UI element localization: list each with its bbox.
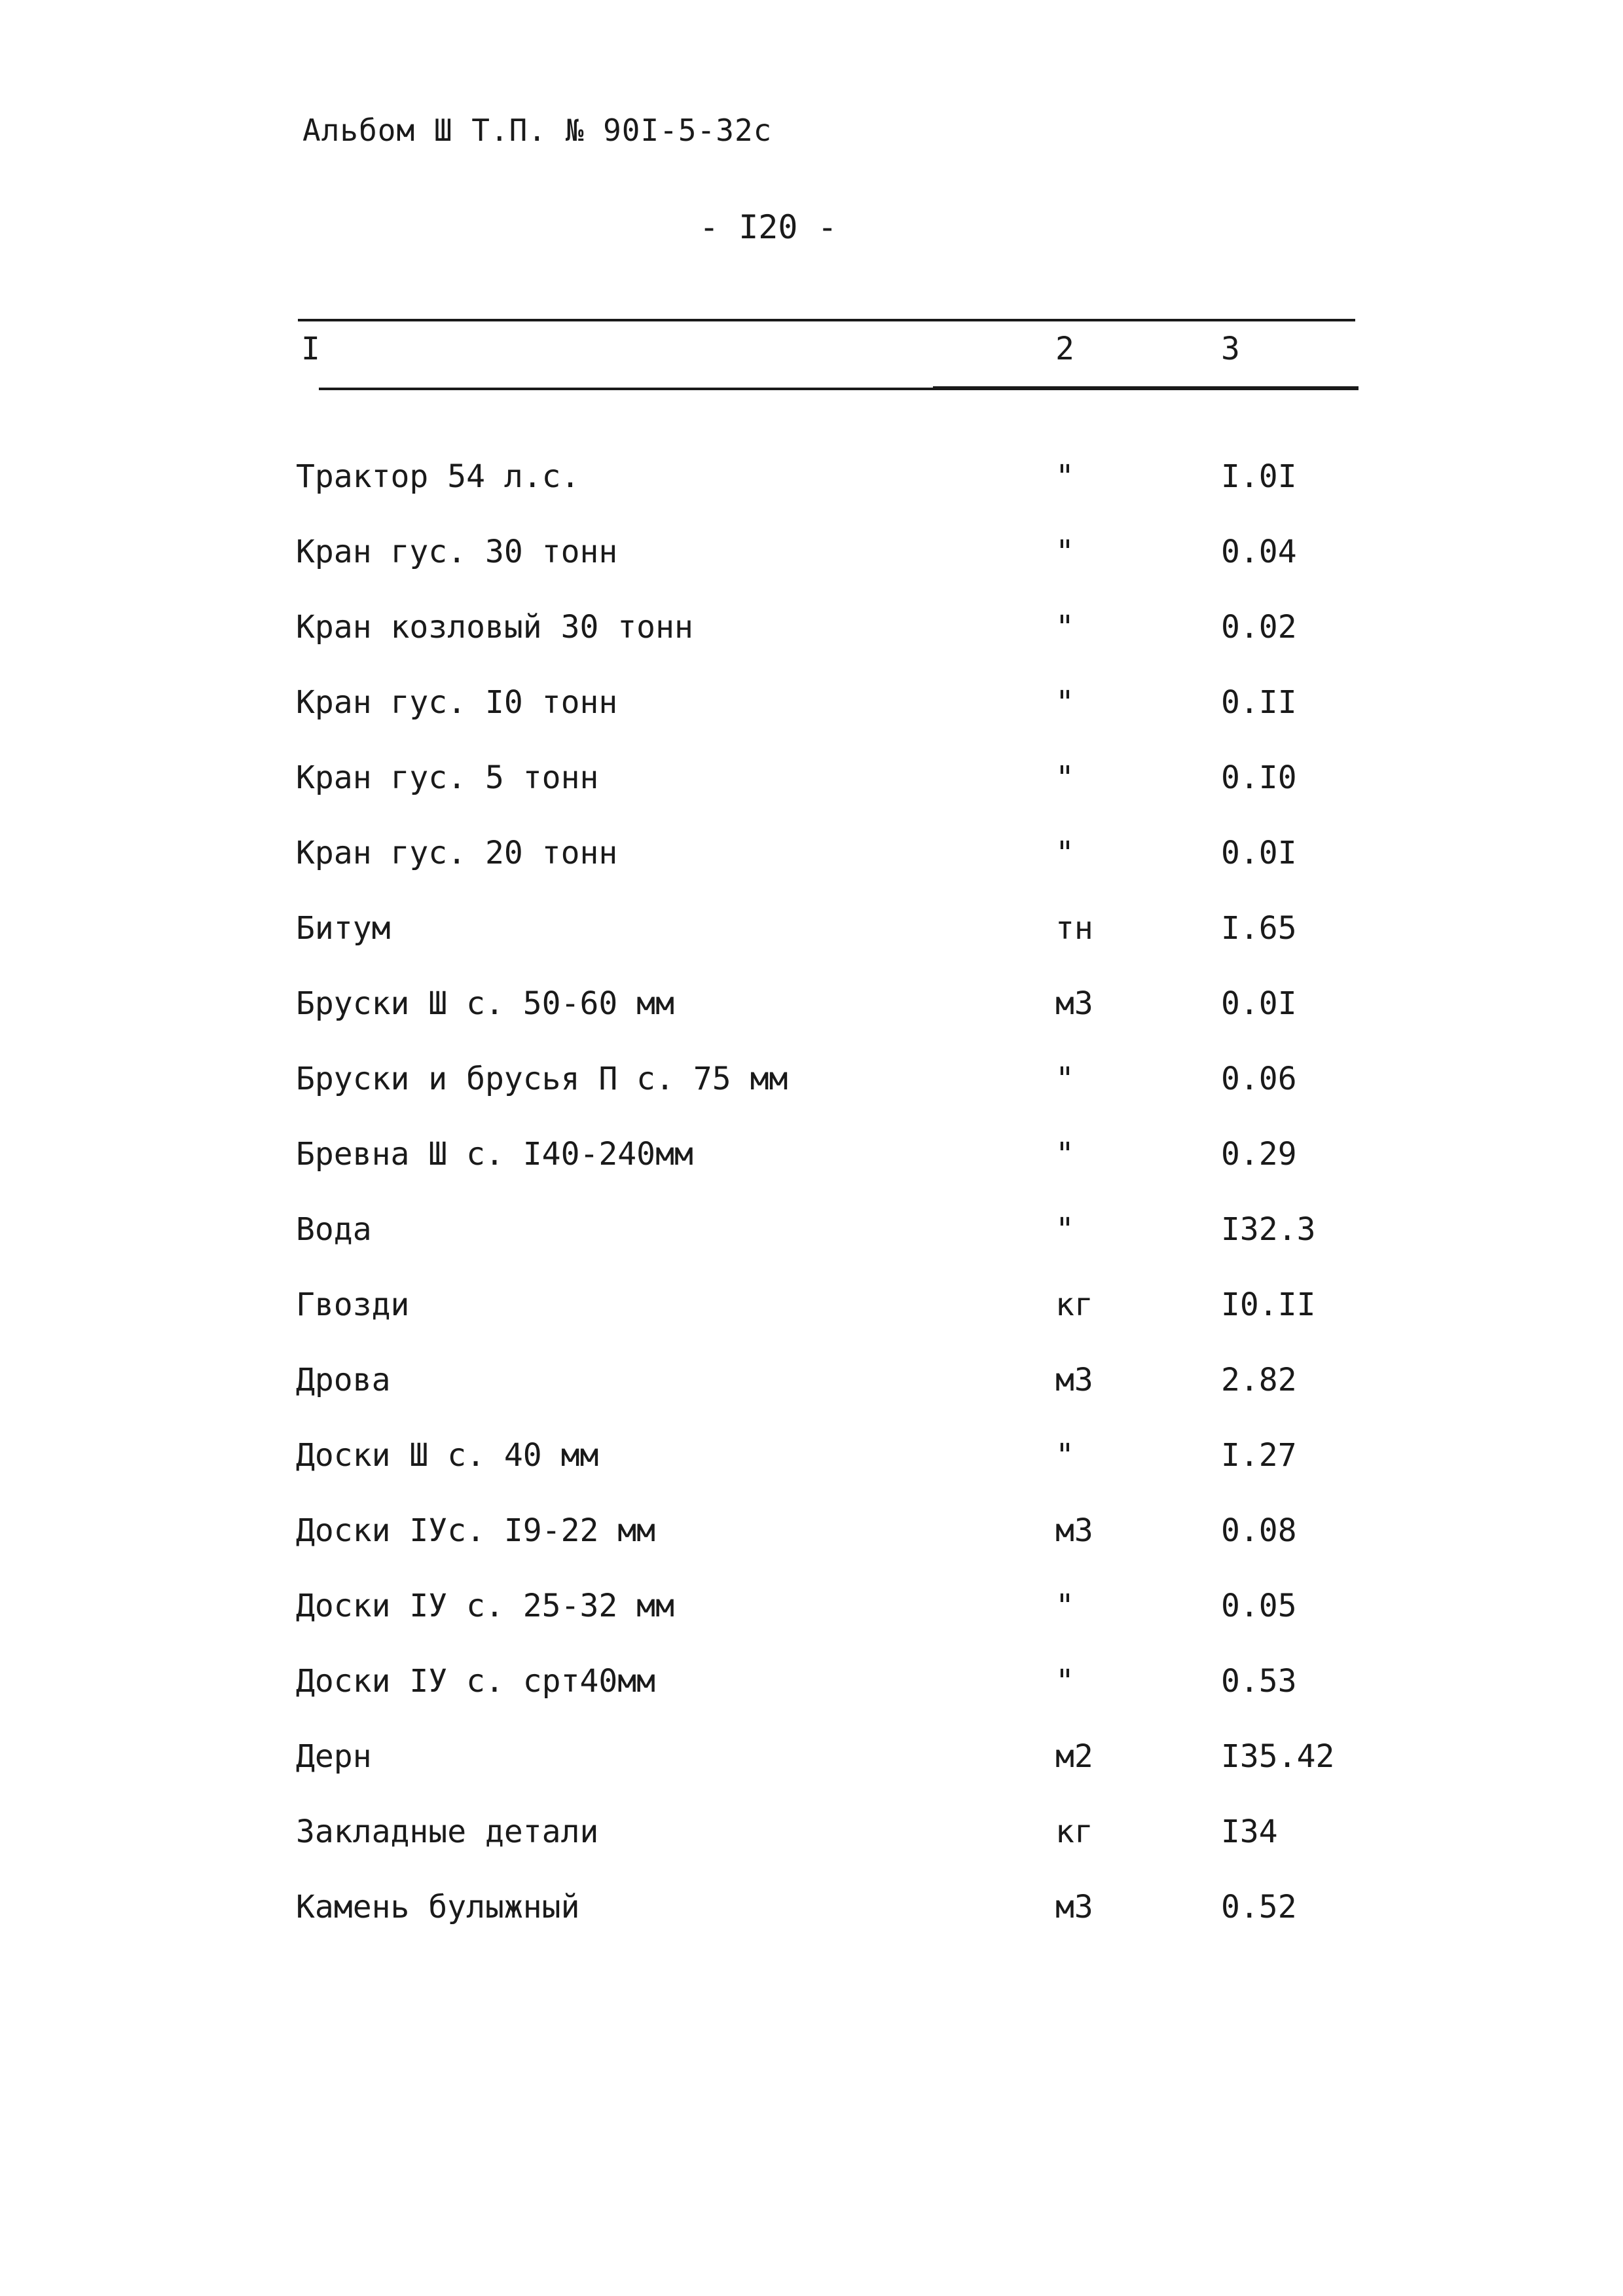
item-value: 2.82 [1221,1362,1297,1398]
item-unit: " [1055,458,1074,495]
item-unit: " [1055,534,1074,570]
item-unit: м3 [1055,1362,1093,1398]
item-value: 0.53 [1221,1663,1297,1700]
item-value: I35.42 [1221,1738,1335,1775]
column-header-2: 2 [1055,331,1074,367]
item-name: Кран гус. 20 тонн [296,835,618,871]
album-title: Альбом Ш Т.П. № 90I-5-32с [302,113,773,148]
item-name: Кран гус. 30 тонн [296,534,618,570]
table-body [0,458,1623,1964]
table-row [0,609,1623,684]
item-value: 0.0I [1221,985,1297,1022]
item-name: Доски IУ с. 25-32 мм [296,1588,674,1624]
table-top-rule [298,319,1355,321]
item-value: 0.52 [1221,1889,1297,1925]
table-row [0,1588,1623,1663]
item-value: 0.06 [1221,1061,1297,1097]
item-name: Трактор 54 л.с. [296,458,580,495]
item-name: Вода [296,1211,372,1248]
item-value: I34 [1221,1813,1278,1850]
table-header-rule-thick [933,386,1359,390]
item-name: Бруски Ш с. 50-60 мм [296,985,674,1022]
item-unit: кг [1055,1813,1093,1850]
item-unit: м3 [1055,985,1093,1022]
item-name: Доски IУ с. срт40мм [296,1663,656,1700]
item-name: Бревна Ш с. I40-240мм [296,1136,693,1173]
item-name: Камень булыжный [296,1889,580,1925]
item-unit: " [1055,684,1074,721]
table-row [0,1437,1623,1512]
item-value: 0.04 [1221,534,1297,570]
item-unit: " [1055,835,1074,871]
column-header-1: I [301,331,320,367]
item-unit: " [1055,609,1074,646]
table-row [0,910,1623,985]
item-unit: м3 [1055,1889,1093,1925]
item-name: Дрова [296,1362,391,1398]
item-unit: м3 [1055,1512,1093,1549]
table-row [0,835,1623,910]
table-row [0,1286,1623,1362]
table-row [0,1136,1623,1211]
item-unit: " [1055,1211,1074,1248]
table-row [0,1211,1623,1286]
item-name: Доски Ш с. 40 мм [296,1437,599,1474]
table-row [0,759,1623,835]
table-row [0,985,1623,1061]
item-unit: " [1055,1663,1074,1700]
table-row [0,534,1623,609]
item-value: I.0I [1221,458,1297,495]
item-unit: " [1055,759,1074,796]
item-name: Битум [296,910,391,947]
table-row [0,1663,1623,1738]
item-value: I.27 [1221,1437,1297,1474]
table-row [0,1813,1623,1889]
table-row [0,684,1623,759]
item-name: Закладные детали [296,1813,599,1850]
table-row [0,458,1623,534]
table-row [0,1362,1623,1437]
item-unit: кг [1055,1286,1093,1323]
item-unit: тн [1055,910,1093,947]
item-name: Кран козловый 30 тонн [296,609,693,646]
item-unit: м2 [1055,1738,1093,1775]
item-value: 0.I0 [1221,759,1297,796]
item-name: Кран гус. 5 тонн [296,759,599,796]
item-value: 0.29 [1221,1136,1297,1173]
item-unit: " [1055,1136,1074,1173]
item-value: 0.0I [1221,835,1297,871]
page-number: - I20 - [699,208,837,246]
item-name: Дерн [296,1738,372,1775]
item-value: I32.3 [1221,1211,1316,1248]
item-value: 0.05 [1221,1588,1297,1624]
item-unit: " [1055,1437,1074,1474]
item-value: 0.08 [1221,1512,1297,1549]
table-row [0,1512,1623,1588]
table-row [0,1061,1623,1136]
item-unit: " [1055,1061,1074,1097]
table-row [0,1889,1623,1964]
item-name: Гвозди [296,1286,410,1323]
item-name: Доски IУс. I9-22 мм [296,1512,656,1549]
item-value: 0.II [1221,684,1297,721]
table-row [0,1738,1623,1813]
item-name: Бруски и брусья П с. 75 мм [296,1061,788,1097]
item-value: 0.02 [1221,609,1297,646]
item-name: Кран гус. I0 тонн [296,684,618,721]
item-value: I0.II [1221,1286,1316,1323]
item-value: I.65 [1221,910,1297,947]
column-header-3: 3 [1221,331,1240,367]
item-unit: " [1055,1588,1074,1624]
